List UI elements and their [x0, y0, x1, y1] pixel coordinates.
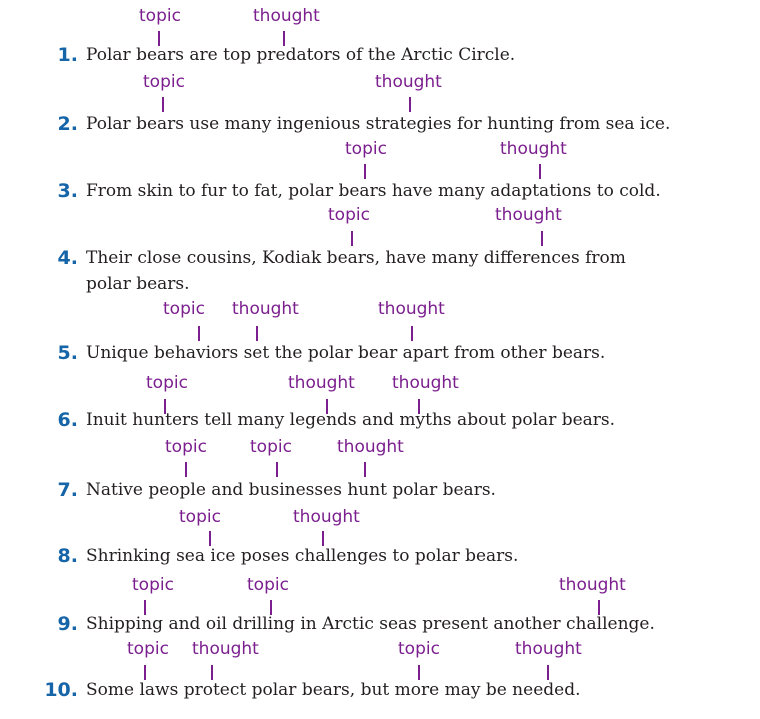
annotation-tick — [209, 531, 211, 546]
annotation-tick — [283, 31, 285, 46]
topic-label: topic — [165, 437, 207, 457]
annotation-tick — [541, 231, 543, 246]
thought-label: thought — [375, 72, 442, 92]
thought-label: thought — [495, 205, 562, 225]
annotation-tick — [418, 665, 420, 680]
sentence: Their close cousins, Kodiak bears, have many differences from — [86, 248, 626, 268]
sentence: Shrinking sea ice poses challenges to polar bears. — [86, 546, 519, 566]
topic-label: topic — [179, 507, 221, 527]
topic-label: topic — [398, 639, 440, 659]
sentence: Polar bears use many ingenious strategies for hunting from sea ice. — [86, 114, 671, 134]
item-number: 9. — [57, 613, 78, 635]
item-number: 1. — [57, 44, 78, 66]
annotation-tick — [198, 326, 200, 341]
annotation-tick — [256, 326, 258, 341]
annotation-tick — [409, 97, 411, 112]
item-number: 4. — [57, 247, 78, 269]
annotation-tick — [144, 600, 146, 615]
topic-label: topic — [250, 437, 292, 457]
sentence: Inuit hunters tell many legends and myths about polar bears. — [86, 410, 616, 430]
sentence: Shipping and oil drilling in Arctic seas present another challenge. — [86, 614, 655, 634]
item-number: 6. — [57, 409, 78, 431]
item-number: 2. — [57, 113, 78, 135]
topic-label: topic — [146, 373, 188, 393]
item-number: 10. — [44, 679, 78, 701]
annotation-tick — [364, 462, 366, 477]
thought-label: thought — [293, 507, 360, 527]
thought-label: thought — [515, 639, 582, 659]
topic-label: topic — [143, 72, 185, 92]
annotation-tick — [162, 97, 164, 112]
thought-label: thought — [288, 373, 355, 393]
item-number: 7. — [57, 479, 78, 501]
annotation-tick — [144, 665, 146, 680]
annotation-tick — [598, 600, 600, 615]
item-number: 8. — [57, 545, 78, 567]
annotation-tick — [539, 164, 541, 179]
sentence: Unique behaviors set the polar bear apart from other bears. — [86, 343, 606, 363]
thought-label: thought — [192, 639, 259, 659]
sentence: Polar bears are top predators of the Arctic Circle. — [86, 45, 516, 65]
item-number: 5. — [57, 342, 78, 364]
annotation-tick — [351, 231, 353, 246]
annotation-tick — [270, 600, 272, 615]
thought-label: thought — [232, 299, 299, 319]
topic-label: topic — [247, 575, 289, 595]
sentence: From skin to fur to fat, polar bears have many adaptations to cold. — [86, 181, 661, 201]
item-number: 3. — [57, 180, 78, 202]
annotation-tick — [211, 665, 213, 680]
annotation-tick — [158, 31, 160, 46]
topic-label: topic — [328, 205, 370, 225]
thought-label: thought — [378, 299, 445, 319]
thought-label: thought — [559, 575, 626, 595]
annotation-tick — [322, 531, 324, 546]
topic-label: topic — [132, 575, 174, 595]
sentence: Native people and businesses hunt polar bears. — [86, 480, 496, 500]
annotation-tick — [411, 326, 413, 341]
annotation-tick — [185, 462, 187, 477]
annotation-tick — [547, 665, 549, 680]
topic-label: topic — [139, 6, 181, 26]
topic-label: topic — [163, 299, 205, 319]
sentence: Some laws protect polar bears, but more may be needed. — [86, 680, 581, 700]
topic-label: topic — [345, 139, 387, 159]
thought-label: thought — [337, 437, 404, 457]
sentence-continuation: polar bears. — [86, 274, 190, 294]
topic-label: topic — [127, 639, 169, 659]
annotation-tick — [276, 462, 278, 477]
annotation-tick — [364, 164, 366, 179]
thought-label: thought — [392, 373, 459, 393]
thought-label: thought — [500, 139, 567, 159]
thought-label: thought — [253, 6, 320, 26]
